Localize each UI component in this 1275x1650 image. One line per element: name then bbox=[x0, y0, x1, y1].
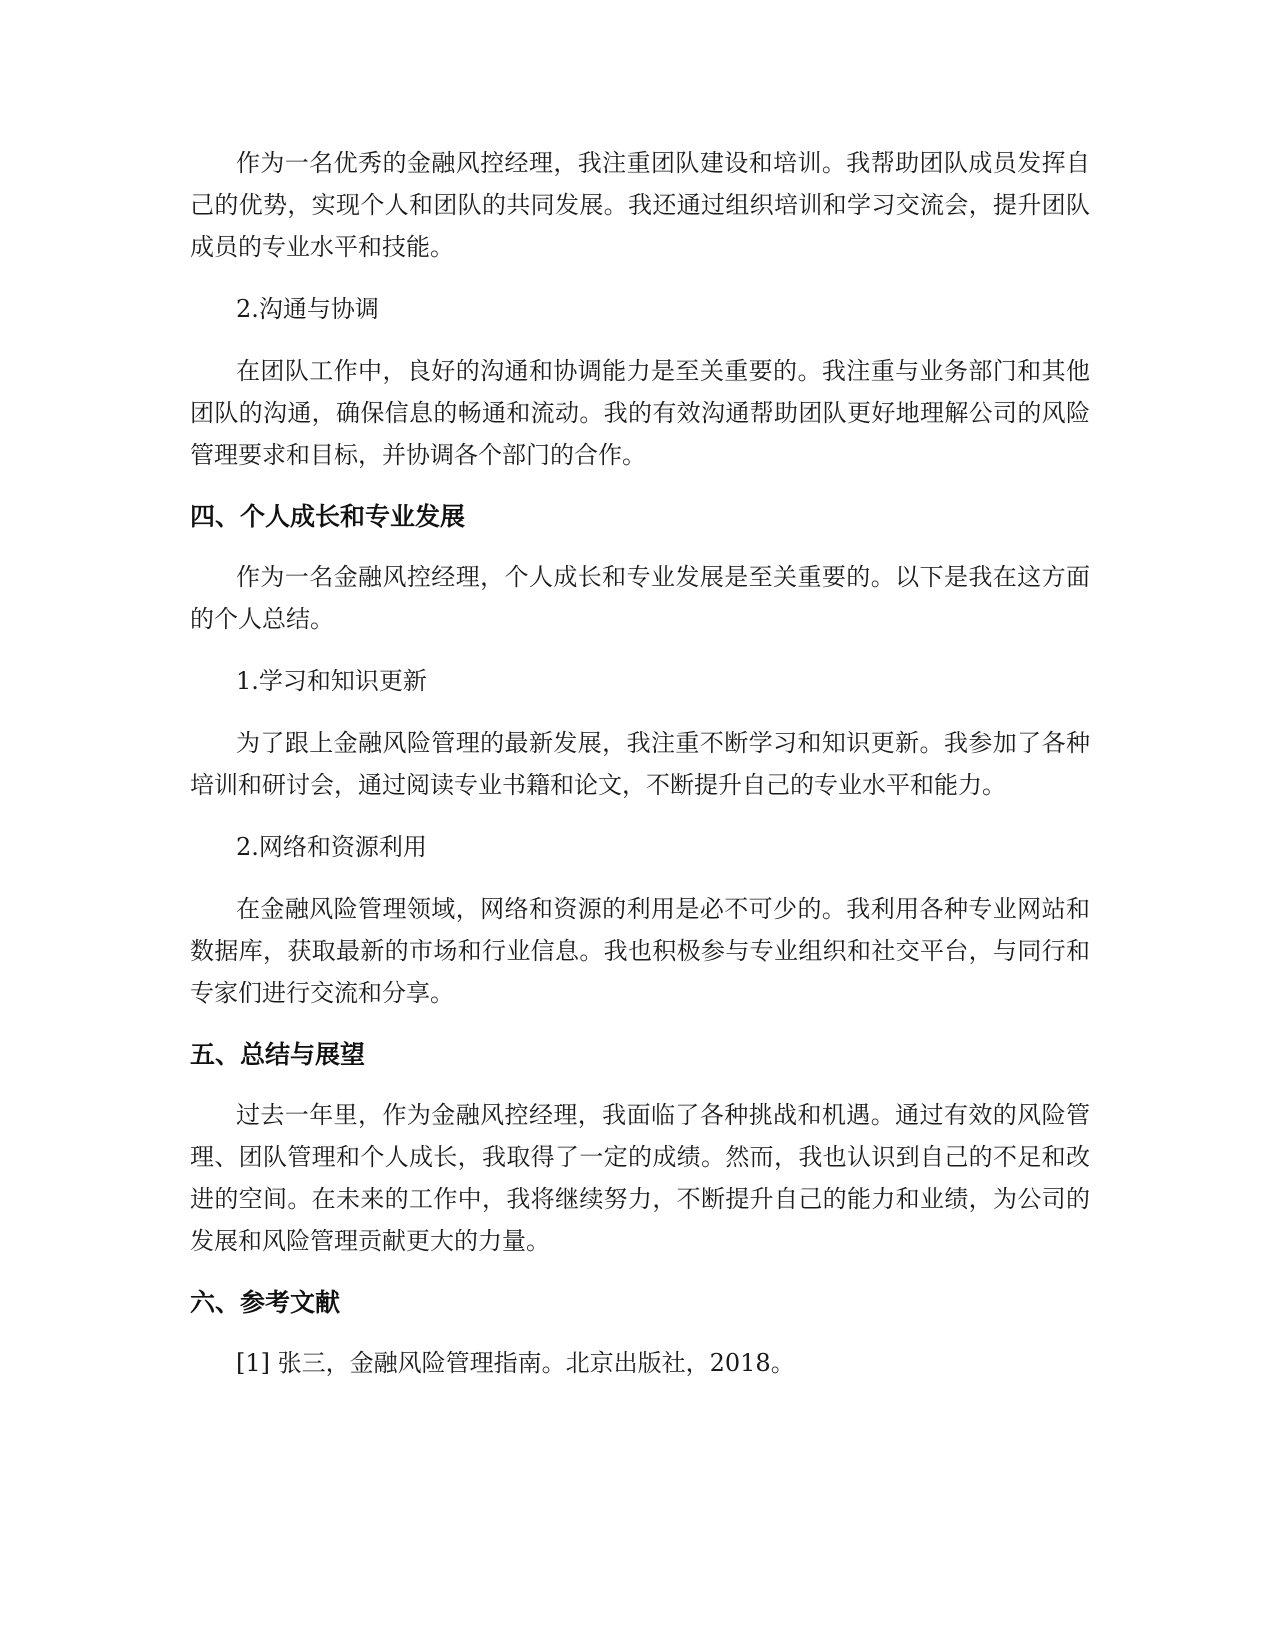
reference-item: [1] 张三，金融风险管理指南。北京出版社，2018。 bbox=[236, 1349, 795, 1377]
document-body bbox=[190, 142, 1090, 1404]
paragraph-learning: 为了跟上金融风险管理的最新发展，我注重不断学习和知识更新。我参加了各种培训和研讨会，通过阅读专业书籍和论文，不断提升自己的专业水平和能力。 bbox=[190, 729, 1090, 799]
subheading-communication: 2.沟通与协调 bbox=[236, 295, 379, 323]
paragraph-network-resources: 在金融风险管理领域，网络和资源的利用是必不可少的。我利用各种专业网站和数据库，获取最新的市场和行业信息。我也积极参与专业组织和社交平台，与同行和专家们进行交流和分享。 bbox=[190, 895, 1090, 1007]
section-heading-personal-growth: 四、个人成长和专业发展 bbox=[190, 502, 466, 531]
paragraph-communication: 在团队工作中，良好的沟通和协调能力是至关重要的。我注重与业务部门和其他团队的沟通，确保信息的畅通和流动。我的有效沟通帮助团队更好地理解公司的风险管理要求和目标，并协调各个部门的合作。 bbox=[190, 357, 1090, 469]
paragraph-personal-growth-intro: 作为一名金融风控经理，个人成长和专业发展是至关重要的。以下是我在这方面的个人总结。 bbox=[190, 563, 1090, 633]
subheading-network-resources: 2.网络和资源利用 bbox=[236, 833, 427, 861]
section-heading-references: 六、参考文献 bbox=[190, 1288, 341, 1317]
section-heading-summary: 五、总结与展望 bbox=[190, 1040, 366, 1069]
subheading-learning: 1.学习和知识更新 bbox=[236, 667, 427, 695]
paragraph-team-building: 作为一名优秀的金融风控经理，我注重团队建设和培训。我帮助团队成员发挥自己的优势，实现个人和团队的共同发展。我还通过组织培训和学习交流会，提升团队成员的专业水平和技能。 bbox=[190, 149, 1090, 261]
paragraph-summary: 过去一年里，作为金融风控经理，我面临了各种挑战和机遇。通过有效的风险管理、团队管理和个人成长，我取得了一定的成绩。然而，我也认识到自己的不足和改进的空间。在未来的工作中，我将继续努力，不断提升自己的能力和业绩，为公司的发展和风险管理贡献更大的力量。 bbox=[190, 1101, 1090, 1255]
